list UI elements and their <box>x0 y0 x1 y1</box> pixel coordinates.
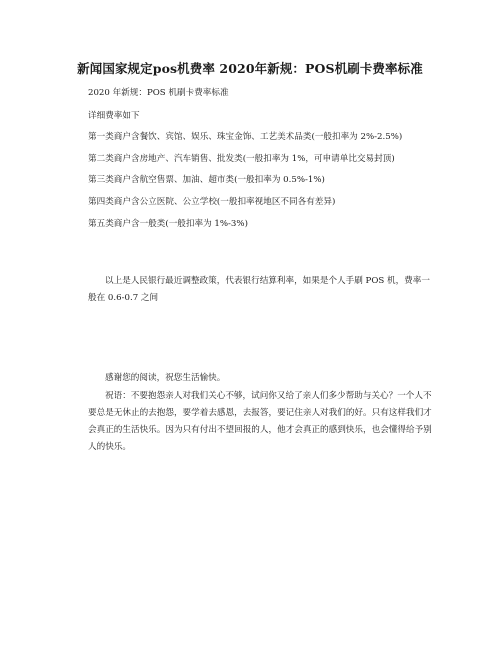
subtitle-line: 2020 年新规：POS 机刷卡费率标准 <box>88 88 229 98</box>
intro-line: 详细费率如下 <box>88 111 140 121</box>
category-line-4: 第四类商户含公立医院、公立学校(一般扣率视地区不同各有差异) <box>88 197 336 207</box>
closing-paragraph: 祝语：不要抱怨亲人对我们关心不够，试问你又给了亲人们多少帮助与关心？一个人不要总是无休止的去抱怨，要学着去感恩，去报答，要记住亲人对我们的好。只有这样我们才会真正的生活快乐。因为只有付出不望回报的人，他才会真正的感到快乐，也会懂得给予别人的快乐。 <box>88 391 432 452</box>
category-line-2: 第二类商户含房地产、汽车销售、批发类(一般扣率为 1%，可申请单比交易封顶) <box>88 154 395 164</box>
summary-paragraph: 以上是人民银行最近调整政策，代表银行结算利率，如果是个人手刷 POS 机，费率一般在 0.6-0.7 之间 <box>88 276 430 303</box>
category-line-5: 第五类商户含一般类(一般扣率为 1%-3%) <box>88 219 248 229</box>
document-title: 新闻国家规定pos机费率 2020年新规：POS机刷卡费率标准 <box>77 61 423 76</box>
category-line-3: 第三类商户含航空售票、加油、超市类(一般扣率为 0.5%-1%) <box>88 175 325 185</box>
thanks-line: 感谢您的阅读，祝您生活愉快。 <box>105 373 226 383</box>
category-line-1: 第一类商户含餐饮、宾馆、娱乐、珠宝金饰、工艺美术品类(一般扣率为 2%-2.5%) <box>88 132 403 142</box>
